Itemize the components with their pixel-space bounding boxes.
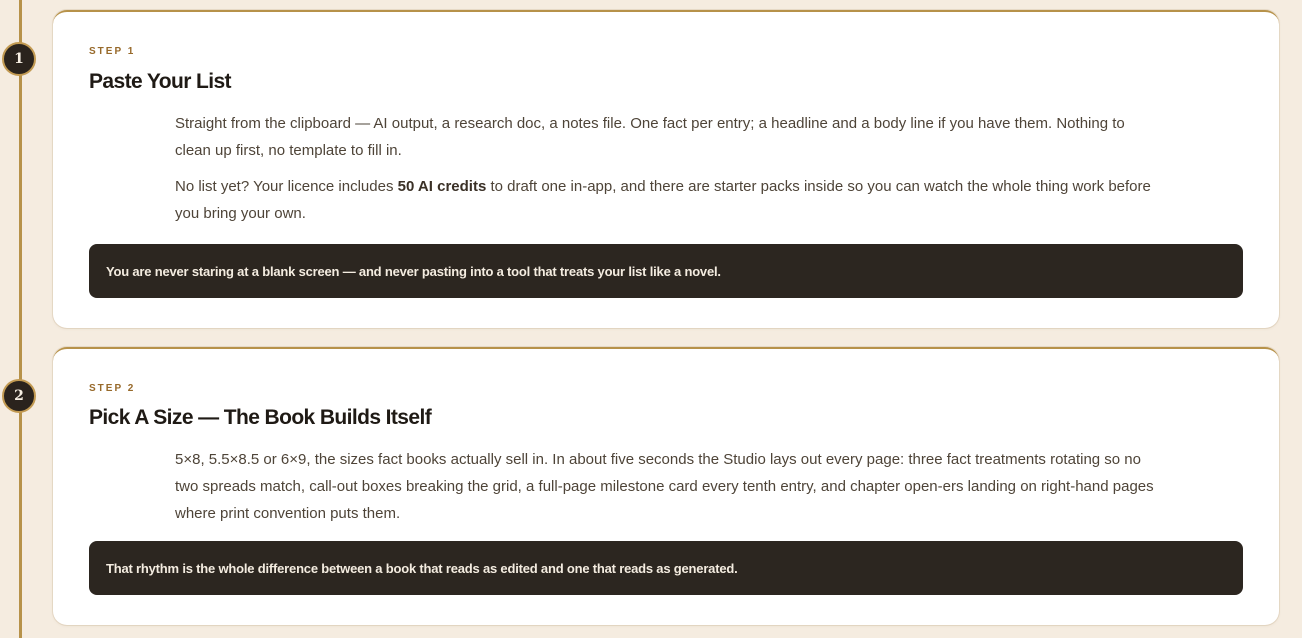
step-number: 1 — [14, 51, 24, 67]
callout-box — [89, 541, 1243, 595]
step-card-paste-your-list — [53, 10, 1279, 328]
step-paragraph — [175, 173, 1160, 227]
paragraph-text: No list yet? Your licence includes — [175, 178, 398, 195]
step-label: STEP 2 — [89, 383, 136, 394]
step-number-badge — [2, 42, 36, 76]
step-card-pick-a-size — [53, 347, 1279, 625]
step-paragraph: 5×8, 5.5×8.5 or 6×9, the sizes fact books actually sell in. In about five seconds the Studio lays out every page: three fact treatments rotating so no two spreads match, call-out boxes breaking the grid, a full-page milestone card every tenth entry, and chapter open-ers landing on right-hand pages where print convention puts them. — [175, 451, 1154, 522]
timeline-line — [19, 0, 22, 638]
ai-credits-highlight: 50 AI credits — [397, 178, 487, 195]
callout-box — [89, 244, 1243, 298]
step-number-badge — [2, 379, 36, 413]
step-paragraph: Straight from the clipboard — AI output, a research doc, a notes file. One fact per entry; a headline and a body line if you have them. Nothing to clean up first, no template to fill in. — [175, 115, 1125, 159]
step-description — [175, 110, 1160, 236]
callout-text: That rhythm is the whole difference between a book that reads as edited and one that reads as generated. — [106, 560, 738, 576]
step-number: 2 — [14, 388, 24, 404]
step-title: Pick A Size — The Book Builds Itself — [89, 406, 432, 429]
step-label: STEP 1 — [89, 46, 136, 57]
paragraph-text: to draft one in-app, and there are starter packs inside so you can watch the whole thing work before you bring your own. — [175, 178, 1151, 222]
step-description — [175, 446, 1160, 536]
callout-text: You are never staring at a blank screen — and never pasting into a tool that treats your list like a novel. — [106, 263, 721, 279]
step-title: Paste Your List — [89, 70, 231, 93]
